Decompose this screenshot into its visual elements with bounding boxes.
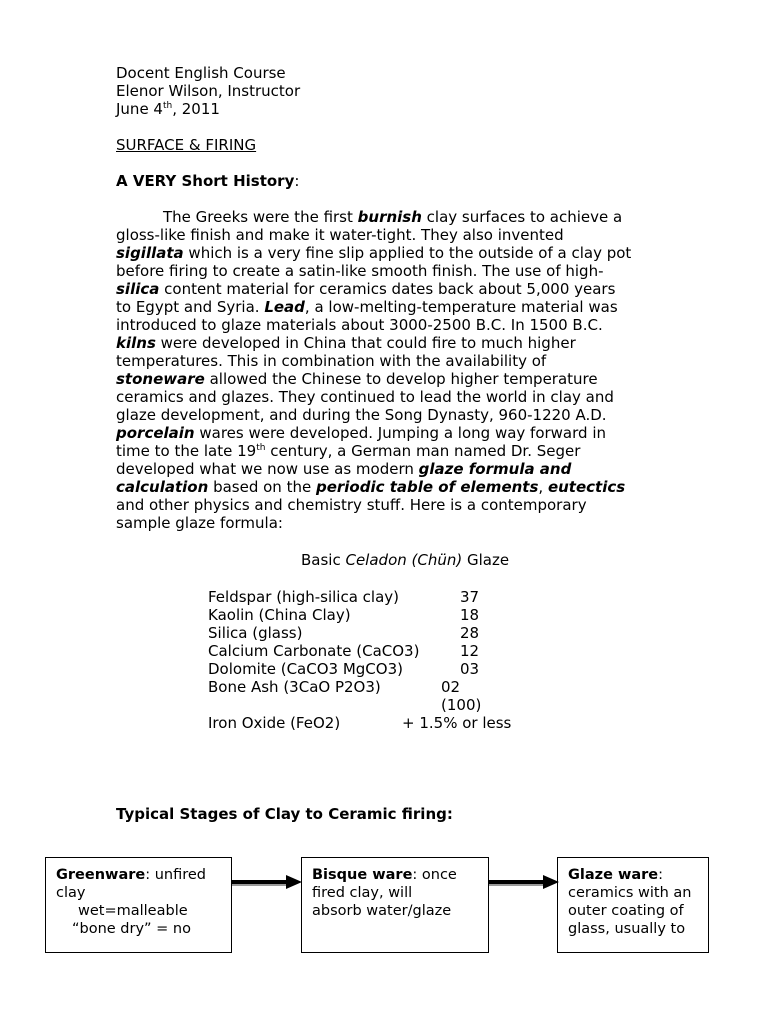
ingredient-name: Kaolin (China Clay) [208,606,351,624]
glaze-title: Basic Celadon (Chün) Glaze [301,551,510,569]
ingredient-name: Dolomite (CaCO3 MgCO3) [208,660,403,678]
ingredient-name: Feldspar (high-silica clay) [208,588,400,606]
ingredient-name: Iron Oxide (FeO2) [208,714,341,732]
ingredient-name: Silica (glass) [208,624,303,642]
arrow-right-icon [489,872,561,892]
arrow-right-icon [232,872,304,892]
ingredient-amount: + 1.5% or less [402,714,512,732]
ingredient-name: Calcium Carbonate (CaCO3) [208,642,420,660]
ingredient-amount: 28 [460,624,480,642]
ingredient-amount: 18 [460,606,480,624]
ingredient-amount: 03 [460,660,480,678]
bisque-ware-box: Bisque ware: once fired clay, will absorb water/glaze [301,857,489,953]
ingredient-amount: 02 [441,678,461,696]
history-paragraph: The Greeks were the first burnish clay surfaces to achieve a gloss-like finish and make it water-tight. They also invented sigillata which is a very fine slip applied to the outside of a clay pot before firing to create a satin-like smooth finish. The use of high- silica content material for ceramics dates back about 5,000 years to Egypt and Syria. Lead, a low-melting-temperature material was introduced to glaze materials about 3000-2500 B.C. In 1500 B.C. kilns were developed in China that could fire to much higher temperatures. This in combination with the availability of stoneware allowed the Chinese to develop higher temperature ceramics and glazes. They continued to lead the world in clay and glaze development, and during the Song Dynasty, 960-1220 A.D. porcelain wares were developed. Jumping a long way forward in time to the late 19th century, a German man named Dr. Seger developed what we now use as modern glaze formula and calculation based on the periodic table of elements, eutectics and other physics and chemistry stuff. Here is a contemporary sample glaze formula: [116,208,632,532]
course-name: Docent English Course [116,64,286,82]
history-heading: A VERY Short History: [116,172,300,190]
ingredient-amount: 37 [460,588,480,606]
greenware-box: Greenware: unfired clay wet=malleable “bone dry” = no [45,857,232,953]
section-title: SURFACE & FIRING [116,136,257,154]
instructor-name: Elenor Wilson, Instructor [116,82,301,100]
ingredient-amount: 12 [460,642,480,660]
stages-heading: Typical Stages of Clay to Ceramic firing: [116,805,453,823]
ingredient-name: Bone Ash (3CaO P2O3) [208,678,381,696]
recipe-total: (100) [441,696,482,714]
document-date: June 4th, 2011 [116,100,220,118]
glaze-ware-box: Glaze ware: ceramics with an outer coating of glass, usually to [557,857,709,953]
